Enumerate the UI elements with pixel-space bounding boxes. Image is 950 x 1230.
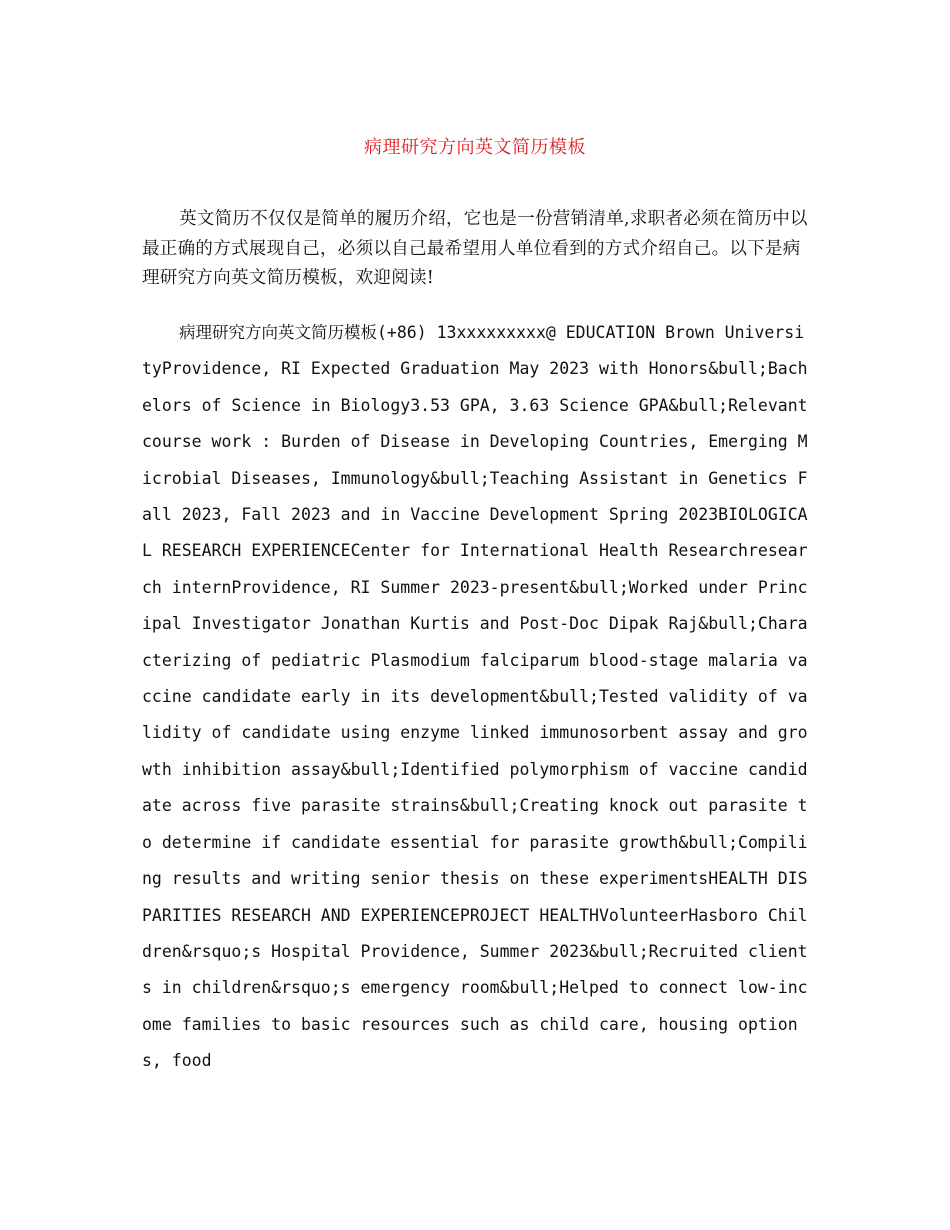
document-title: 病理研究方向英文简历模板 (364, 137, 586, 158)
resume-body-paragraph: 病理研究方向英文简历模板(+86) 13xxxxxxxxx@ EDUCATION Brown UniversityProvidence, RI Expected Graduation May 2023 with Honors&bull;Bachelors of Science in Biology3.53 GPA, 3.63 Science GPA&bull;Relevant course work : Burden of Disease in Developing Countries, Emerging Microbial Diseases, Immunology&bull;Teaching Assistant in Genetics Fall 2023, Fall 2023 and in Vaccine Development Spring 2023BIOLOGICAL RESEARCH EXPERIENCECenter for International Health Researchresearch internProvidence, RI Summer 2023-present&bull;Worked under Principal Investigator Jonathan Kurtis and Post-Doc Dipak Raj&bull;Characterizing of pediatric Plasmodium falciparum blood-stage malaria vaccine candidate early in its development&bull;Tested validity of validity of candidate using enzyme linked immunosorbent assay and growth inhibition assay&bull;Identified polymorphism of vaccine candidate across five parasite strains&bull;Creating knock out parasite to determine if candidate essential for parasite growth&bull;Compiling results and writing senior thesis on these experimentsHEALTH DISPARITIES RESEARCH AND EXPERIENCEPROJECT HEALTHVolunteerHasboro Children&rsquo;s Hospital Providence, Summer 2023&bull;Recruited clients in children&rsquo;s emergency room&bull;Helped to connect low-income families to basic resources such as child care, housing options, food (142, 323, 808, 1071)
intro-paragraph: 英文简历不仅仅是简单的履历介绍，它也是一份营销清单,求职者必须在简历中以最正确的方式展现自己，必须以自己最希望用人单位看到的方式介绍自己。以下是病理研究方向英文简历模板，欢迎阅读! (142, 209, 808, 288)
